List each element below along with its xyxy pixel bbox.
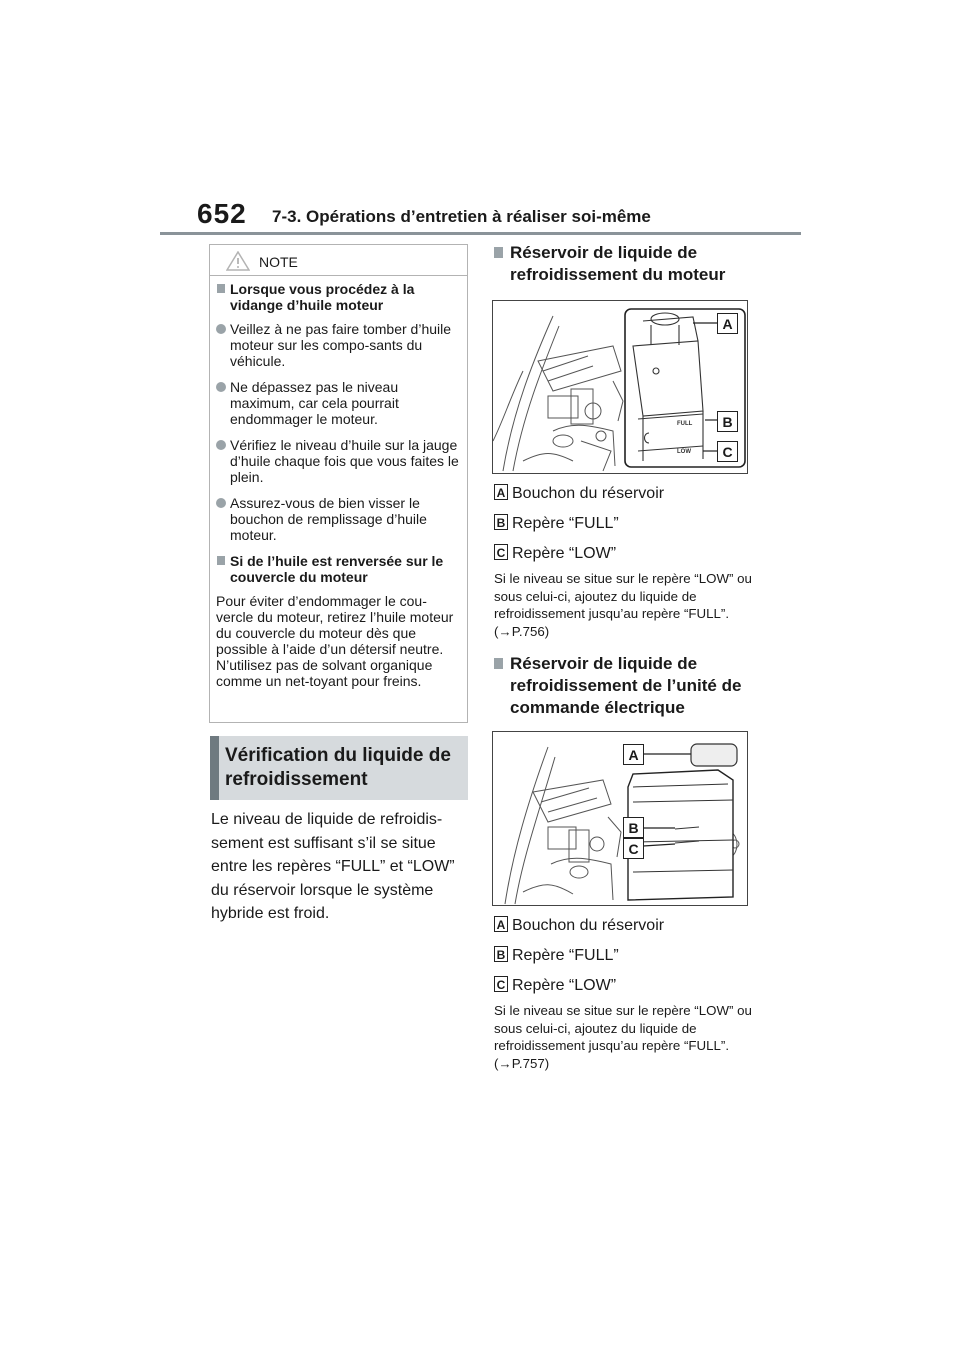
pcu-reservoir-heading: Réservoir de liquide de refroidissement de l’unité de commande électrique <box>494 653 744 719</box>
callout-c: C <box>717 441 738 462</box>
round-bullet-icon <box>216 382 226 392</box>
note-box <box>209 244 468 723</box>
key-item: C Repère “LOW” <box>494 544 616 563</box>
key-item: B Repère “FULL” <box>494 514 619 533</box>
note-paragraph: Pour éviter d’endommager le cou-vercle du moteur, retirez l’huile moteur du couvercle du moteur dès que possible à l’aide d’un détersif neutre. N’utilisez pas de solvant organique comme un net-toyant pour freins. <box>216 593 454 689</box>
verification-paragraph: Le niveau de liquide de refroidis-sement est suffisant s’il se situe entre les repères “FULL” et “LOW” du réservoir lorsque le système hybride est froid. <box>211 811 455 922</box>
key-letter: C <box>494 976 508 992</box>
callout-a: A <box>717 313 738 334</box>
round-bullet-icon <box>216 498 226 508</box>
engine-note: Si le niveau se situe sur le repère “LOW” ou sous celui-ci, ajoutez du liquide de refroidissement jusqu’au repère “FULL”. (→P.756) <box>494 571 752 639</box>
engine-reservoir-heading: Réservoir de liquide de refroidissement du moteur <box>494 242 744 286</box>
note-bullet: Vérifiez le niveau d’huile sur la jauge d’huile chaque fois que vous faites le plein. <box>216 437 464 485</box>
engine-reservoir-figure <box>492 300 748 474</box>
note-bullet: Veillez à ne pas faire tomber d’huile moteur sur les compo-sants du véhicule. <box>216 321 464 369</box>
round-bullet-icon <box>216 324 226 334</box>
heading-bar <box>210 736 219 800</box>
low-mark-label: LOW <box>677 449 691 455</box>
key-letter: A <box>494 484 508 500</box>
pcu-illustration <box>493 732 748 906</box>
callout-c: C <box>623 838 644 859</box>
key-item: A Bouchon du réservoir <box>494 916 664 935</box>
note-subheading: Si de l’huile est renversée sur le couvercle du moteur <box>216 553 464 585</box>
key-letter: C <box>494 544 508 560</box>
key-letter: B <box>494 946 508 962</box>
callout-a: A <box>623 744 644 765</box>
page-number: 652 <box>197 198 247 229</box>
callout-b: B <box>623 817 644 838</box>
round-bullet-icon <box>216 440 226 450</box>
square-bullet-icon <box>217 284 225 293</box>
caution-triangle-icon <box>226 251 250 271</box>
key-item: A Bouchon du réservoir <box>494 484 664 503</box>
key-letter: B <box>494 514 508 530</box>
note-header <box>210 245 467 276</box>
callout-b: B <box>717 411 738 432</box>
section-heading <box>210 736 468 800</box>
square-bullet-icon <box>494 247 503 258</box>
engine-illustration <box>493 301 748 474</box>
pcu-note: Si le niveau se situe sur le repère “LOW” ou sous celui-ci, ajoutez du liquide de refroidissement jusqu’au repère “FULL”. (→P.757) <box>494 1003 752 1071</box>
note-subheading: Lorsque vous procédez à la vidange d’huile moteur <box>216 281 464 313</box>
full-mark-label: FULL <box>677 421 693 427</box>
note-label: NOTE <box>259 254 298 270</box>
note-bullet: Assurez-vous de bien visser le bouchon de remplissage d’huile moteur. <box>216 495 464 543</box>
note-body <box>216 281 464 689</box>
pcu-reservoir-figure <box>492 731 748 906</box>
key-item: B Repère “FULL” <box>494 946 619 965</box>
key-item: C Repère “LOW” <box>494 976 616 995</box>
note-bullet: Ne dépassez pas le niveau maximum, car cela pourrait endommager le moteur. <box>216 379 464 427</box>
header-rule <box>160 232 801 235</box>
key-letter: A <box>494 916 508 932</box>
square-bullet-icon <box>217 556 225 565</box>
section-heading-text: Vérification du liquide de refroidissement <box>225 745 451 790</box>
square-bullet-icon <box>494 658 503 669</box>
section-title: 7-3. Opérations d’entretien à réaliser soi-même <box>272 207 651 226</box>
